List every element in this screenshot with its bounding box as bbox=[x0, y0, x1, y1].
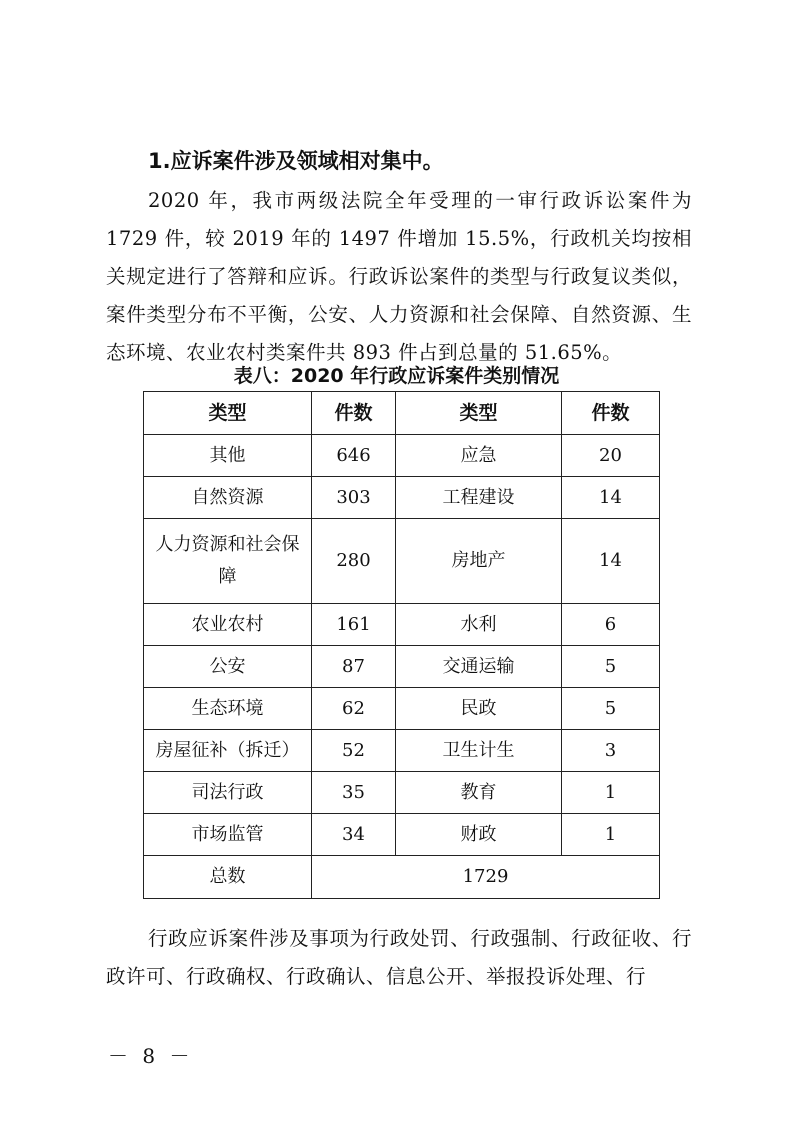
table-row bbox=[144, 688, 660, 730]
cell-type-a: 其他 bbox=[144, 435, 312, 477]
cell-type-b: 水利 bbox=[396, 604, 562, 646]
cell-count-a: 646 bbox=[312, 435, 396, 477]
cell-count-a: 52 bbox=[312, 730, 396, 772]
total-value: 1729 bbox=[312, 856, 660, 899]
cell-count-a: 161 bbox=[312, 604, 396, 646]
cell-count-b: 1 bbox=[562, 772, 660, 814]
cell-count-b: 6 bbox=[562, 604, 660, 646]
cell-type-a: 房屋征补（拆迁） bbox=[144, 730, 312, 772]
cell-count-b: 3 bbox=[562, 730, 660, 772]
table-row bbox=[144, 435, 660, 477]
cell-count-b: 14 bbox=[562, 519, 660, 604]
cell-type-b: 工程建设 bbox=[396, 477, 562, 519]
section-heading: 1.应诉案件涉及领域相对集中。 bbox=[148, 149, 444, 173]
cell-type-b: 民政 bbox=[396, 688, 562, 730]
table-row bbox=[144, 772, 660, 814]
cell-count-a: 62 bbox=[312, 688, 396, 730]
cell-type-a: 农业农村 bbox=[144, 604, 312, 646]
cell-count-b: 5 bbox=[562, 688, 660, 730]
header-type-b: 类型 bbox=[396, 392, 562, 435]
table-caption: 表八：2020 年行政应诉案件类别情况 bbox=[233, 365, 560, 387]
page-number: － 8 － bbox=[108, 1044, 194, 1068]
cell-type-b: 教育 bbox=[396, 772, 562, 814]
table-row bbox=[144, 646, 660, 688]
cell-count-a: 303 bbox=[312, 477, 396, 519]
case-category-table bbox=[143, 391, 660, 899]
cell-count-b: 5 bbox=[562, 646, 660, 688]
cell-count-a: 280 bbox=[312, 519, 396, 604]
paragraph-matters: 行政应诉案件涉及事项为行政处罚、行政强制、行政征收、行政许可、行政确权、行政确认、信息公开、举报投诉处理、行 bbox=[106, 927, 692, 988]
table-row bbox=[144, 519, 660, 604]
cell-type-b: 交通运输 bbox=[396, 646, 562, 688]
cell-type-a: 人力资源和社会保障 bbox=[144, 519, 312, 604]
table-total-row bbox=[144, 856, 660, 899]
header-count-b: 件数 bbox=[562, 392, 660, 435]
table-row bbox=[144, 604, 660, 646]
cell-type-a: 自然资源 bbox=[144, 477, 312, 519]
table-row bbox=[144, 477, 660, 519]
table-header-row bbox=[144, 392, 660, 435]
cell-type-a: 公安 bbox=[144, 646, 312, 688]
table-row bbox=[144, 730, 660, 772]
table-row bbox=[144, 814, 660, 856]
cell-type-a: 生态环境 bbox=[144, 688, 312, 730]
paragraph-intro: 2020 年，我市两级法院全年受理的一审行政诉讼案件为 1729 件，较 2019 年的 1497 件增加 15.5%，行政机关均按相关规定进行了答辩和应诉。行政诉讼案件的类型与行政复议类似，案件类型分布不平衡，公安、人力资源和社会保障、自然资源、生态环境、农业农村类案件共 893 件占到总量的 51.65%。 bbox=[106, 189, 692, 364]
cell-count-b: 20 bbox=[562, 435, 660, 477]
cell-count-a: 87 bbox=[312, 646, 396, 688]
cell-count-a: 35 bbox=[312, 772, 396, 814]
cell-type-b: 房地产 bbox=[396, 519, 562, 604]
cell-count-b: 14 bbox=[562, 477, 660, 519]
total-label: 总数 bbox=[144, 856, 312, 899]
cell-type-b: 财政 bbox=[396, 814, 562, 856]
cell-type-b: 应急 bbox=[396, 435, 562, 477]
cell-count-b: 1 bbox=[562, 814, 660, 856]
cell-count-a: 34 bbox=[312, 814, 396, 856]
cell-type-a: 司法行政 bbox=[144, 772, 312, 814]
header-count-a: 件数 bbox=[312, 392, 396, 435]
header-type-a: 类型 bbox=[144, 392, 312, 435]
cell-type-b: 卫生计生 bbox=[396, 730, 562, 772]
cell-type-a: 市场监管 bbox=[144, 814, 312, 856]
